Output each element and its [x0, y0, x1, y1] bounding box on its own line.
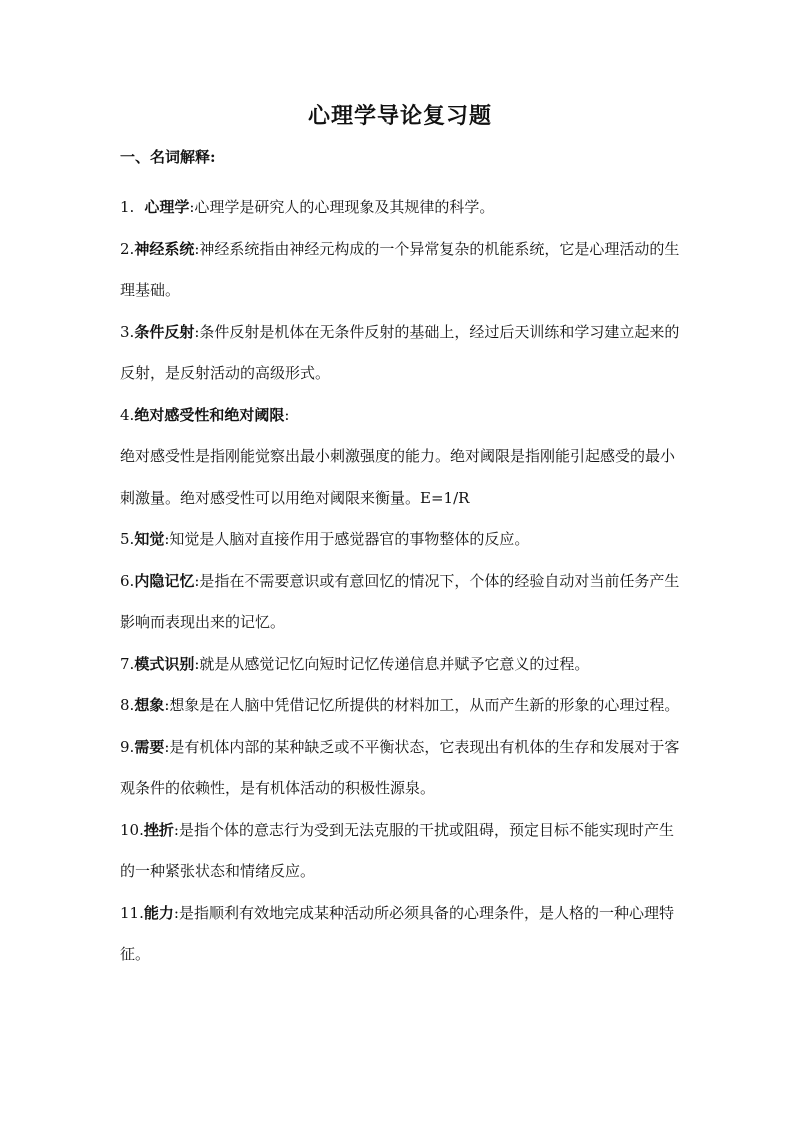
- item-separator: :: [189, 198, 195, 216]
- item-term: 模式识别: [134, 654, 195, 673]
- list-item: [120, 395, 680, 437]
- item-number: 4.: [120, 405, 135, 424]
- list-item: [120, 727, 680, 810]
- item-term: 心理学: [144, 198, 190, 216]
- item-separator: :: [194, 322, 200, 341]
- item-text: 知觉是人脑对直接作用于感觉器官的事物整体的反应。: [169, 530, 530, 548]
- item-text: 是指顺利有效地完成某种活动所必须具备的心理条件，是人格的一种心理特征。: [120, 903, 674, 963]
- item-term: 绝对感受性和绝对阈限: [134, 405, 285, 424]
- definition-list: [120, 187, 680, 976]
- item-text: 绝对感受性是指刚能觉察出最小刺激强度的能力。绝对阈限是指刚能引起感受的最小刺激量。绝对感受性可以用绝对阈限来衡量。E=1/R: [120, 447, 676, 507]
- item-text: 心理学是研究人的心理现象及其规律的科学。: [194, 198, 495, 216]
- item-term: 需要: [134, 737, 165, 756]
- item-number: 3.: [120, 322, 135, 341]
- list-item: [120, 312, 680, 395]
- item-number: 9.: [120, 737, 135, 756]
- item-term: 神经系统: [134, 239, 195, 258]
- item-separator: :: [194, 654, 200, 673]
- list-item: [120, 810, 680, 893]
- item-text: 条件反射是机体在无条件反射的基础上，经过后天训练和学习建立起来的反射，是反射活动的高级形式。: [120, 322, 680, 382]
- item-separator: :: [164, 696, 170, 714]
- item-separator: :: [164, 737, 170, 756]
- section-heading: 一、名词解释:: [120, 148, 216, 166]
- list-item: [120, 644, 680, 686]
- item-text: 是有机体内部的某种缺乏或不平衡状态，它表现出有机体的生存和发展对于客观条件的依赖性，是有机体活动的积极性源泉。: [120, 737, 680, 797]
- item-text: 就是从感觉记忆向短时记忆传递信息并赋予它意义的过程。: [199, 654, 590, 673]
- item-term: 想象: [134, 696, 165, 714]
- list-item: [120, 561, 680, 644]
- item-term: 内隐记忆: [134, 571, 195, 590]
- list-item: [120, 893, 680, 976]
- item-text: 神经系统指由神经元构成的一个异常复杂的机能系统，它是心理活动的生理基础。: [120, 239, 680, 299]
- item-number: 5.: [120, 530, 135, 548]
- item-text: 想象是在人脑中凭借记忆所提供的材料加工，从而产生新的形象的心理过程。: [169, 696, 680, 714]
- list-item: [120, 187, 680, 229]
- item-number: 11.: [120, 903, 144, 922]
- list-item: [120, 519, 680, 561]
- list-item: [120, 229, 680, 312]
- item-separator: :: [284, 405, 290, 424]
- item-term: 知觉: [134, 530, 165, 548]
- item-term: 能力: [143, 903, 174, 922]
- item-term: 挫折: [143, 820, 174, 839]
- item-separator: :: [164, 530, 170, 548]
- item-number: 10.: [120, 820, 144, 839]
- item-term: 条件反射: [134, 322, 195, 341]
- item-separator: :: [173, 820, 179, 839]
- item-number: 2.: [120, 239, 135, 258]
- item-text: 是指在不需要意识或有意回忆的情况下，个体的经验自动对当前任务产生影响而表现出来的记忆。: [120, 571, 680, 631]
- list-item: [120, 436, 680, 519]
- item-number: 8.: [120, 696, 135, 714]
- item-separator: :: [194, 239, 200, 258]
- item-number: 1.: [120, 198, 135, 216]
- document-title: 心理学导论复习题: [307, 103, 492, 129]
- item-separator: :: [173, 903, 179, 922]
- list-item: [120, 685, 680, 727]
- item-number: 7.: [120, 654, 135, 673]
- item-separator: :: [194, 571, 200, 590]
- item-text: 是指个体的意志行为受到无法克服的干扰或阻碍，预定目标不能实现时产生的一种紧张状态和情绪反应。: [120, 820, 674, 880]
- item-number: 6.: [120, 571, 135, 590]
